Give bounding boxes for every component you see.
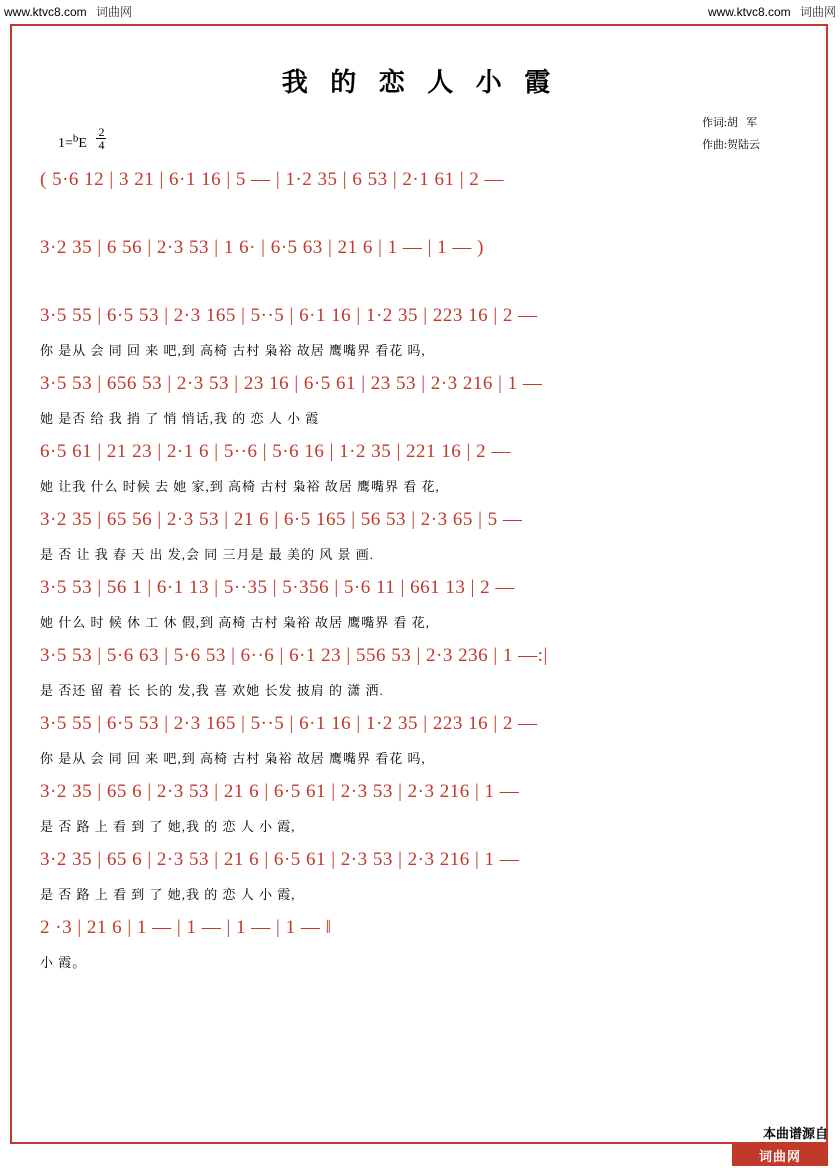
notation-line: 3·2 35 | 6 56 | 2·3 53 | 1 6· | 6·5 63 | 21 6 | 1 — | 1 — ): [40, 237, 485, 258]
score-system: [40, 364, 800, 430]
time-signature: [96, 126, 106, 151]
watermark-bar: [0, 0, 840, 22]
lyrics-line: 她 让我 什么 时候 去 她 家,到 高椅 古村 枭裕 故居 鹰嘴界 看 花,: [40, 478, 440, 494]
lyrics-line: 她 什么 时 候 休 工 休 假,到 高椅 古村 枭裕 故居 鹰嘴界 看 花,: [40, 614, 431, 630]
notation-line: ( 5·6 12 | 3 21 | 6·1 16 | 5 — | 1·2 35 | 6 53 | 2·1 61 | 2 —: [40, 169, 505, 190]
lyrics-line: [40, 200, 800, 226]
watermark-right-url: www.ktvc8.com: [707, 4, 791, 19]
lyrics-line: 你 是从 会 同 回 来 吧,到 高椅 古村 枭裕 故居 鹰嘴界 看花 吗,: [40, 750, 426, 766]
composer-line: 作曲:贺陆云: [701, 139, 760, 151]
score-system: [40, 228, 800, 294]
lyrics-line: 小 霞。: [40, 954, 87, 970]
watermark-right-label: 词曲网: [799, 4, 836, 19]
lyrics-line: 是 否 路 上 看 到 了 她,我 的 恋 人 小 霞,: [40, 818, 296, 834]
lyrics-line: 是 否还 留 着 长 长的 发,我 喜 欢她 长发 披肩 的 潇 洒.: [40, 682, 384, 698]
notation-line: 2 ·3 | 21 6 | 1 — | 1 — | 1 — | 1 — ‖: [40, 917, 332, 938]
notation-line: 3·5 55 | 6·5 53 | 2·3 165 | 5··5 | 6·1 16 | 1·2 35 | 223 16 | 2 —: [40, 713, 538, 734]
notation-line: 3·2 35 | 65 56 | 2·3 53 | 21 6 | 6·5 165 | 56 53 | 2·3 65 | 5 —: [40, 509, 523, 530]
key-signature: [58, 126, 106, 152]
key-letter: E: [78, 136, 87, 151]
page-title: 我 的 恋 人 小 霞: [281, 68, 559, 97]
score-system: [40, 160, 800, 226]
flat-icon: b: [72, 132, 79, 145]
score-system: [40, 636, 800, 702]
notation-line: 3·5 53 | 656 53 | 2·3 53 | 23 16 | 6·5 61 | 23 53 | 2·3 216 | 1 —: [40, 373, 543, 394]
score-system: [40, 772, 800, 838]
score-system: [40, 568, 800, 634]
notation-line: 3·2 35 | 65 6 | 2·3 53 | 21 6 | 6·5 61 | 2·3 53 | 2·3 216 | 1 —: [40, 781, 520, 802]
key-label: 1=: [58, 136, 73, 151]
score-system: [40, 908, 800, 974]
score-system: [40, 296, 800, 362]
score-system: [40, 432, 800, 498]
time-signature-denominator: 4: [98, 138, 105, 152]
score-system: [40, 840, 800, 906]
notation-line: 6·5 61 | 21 23 | 2·1 6 | 5··6 | 5·6 16 | 1·2 35 | 221 16 | 2 —: [40, 441, 511, 462]
music-score: [40, 160, 800, 976]
notation-line: 3·2 35 | 65 6 | 2·3 53 | 21 6 | 6·5 61 | 2·3 53 | 2·3 216 | 1 —: [40, 849, 520, 870]
watermark-left-url: www.ktvc8.com: [4, 4, 87, 19]
watermark-right: [708, 3, 840, 20]
lyrics-line: 她 是否 给 我 捎 了 悄 悄话,我 的 恋 人 小 霞: [40, 410, 320, 426]
notation-line: 3·5 55 | 6·5 53 | 2·3 165 | 5··5 | 6·1 16 | 1·2 35 | 223 16 | 2 —: [40, 305, 538, 326]
lyrics-line: 是 否 让 我 春 天 出 发,会 同 三月是 最 美的 风 景 画.: [40, 546, 375, 562]
notation-line: 3·5 53 | 56 1 | 6·1 13 | 5··35 | 5·356 | 5·6 11 | 661 13 | 2 —: [40, 577, 515, 598]
time-signature-numerator: 2: [98, 125, 105, 139]
lyricist-line: 作词:胡 军: [701, 117, 758, 129]
watermark-left: [0, 3, 132, 20]
watermark-left-label: 词曲网: [96, 4, 133, 19]
lyrics-line: 你 是从 会 同 回 来 吧,到 高椅 古村 枭裕 故居 鹰嘴界 看花 吗,: [40, 342, 426, 358]
score-system: [40, 500, 800, 566]
lyrics-line: [40, 268, 800, 294]
source-label: 本曲谱源自: [762, 1126, 828, 1141]
notation-line: 3·5 53 | 5·6 63 | 5·6 53 | 6··6 | 6·1 23 | 556 53 | 2·3 236 | 1 —:|: [40, 645, 548, 666]
brand-badge[interactable]: 词曲网: [732, 1144, 828, 1166]
lyrics-line: 是 否 路 上 看 到 了 她,我 的 恋 人 小 霞,: [40, 886, 296, 902]
score-system: [40, 704, 800, 770]
credits-block: [702, 112, 760, 156]
